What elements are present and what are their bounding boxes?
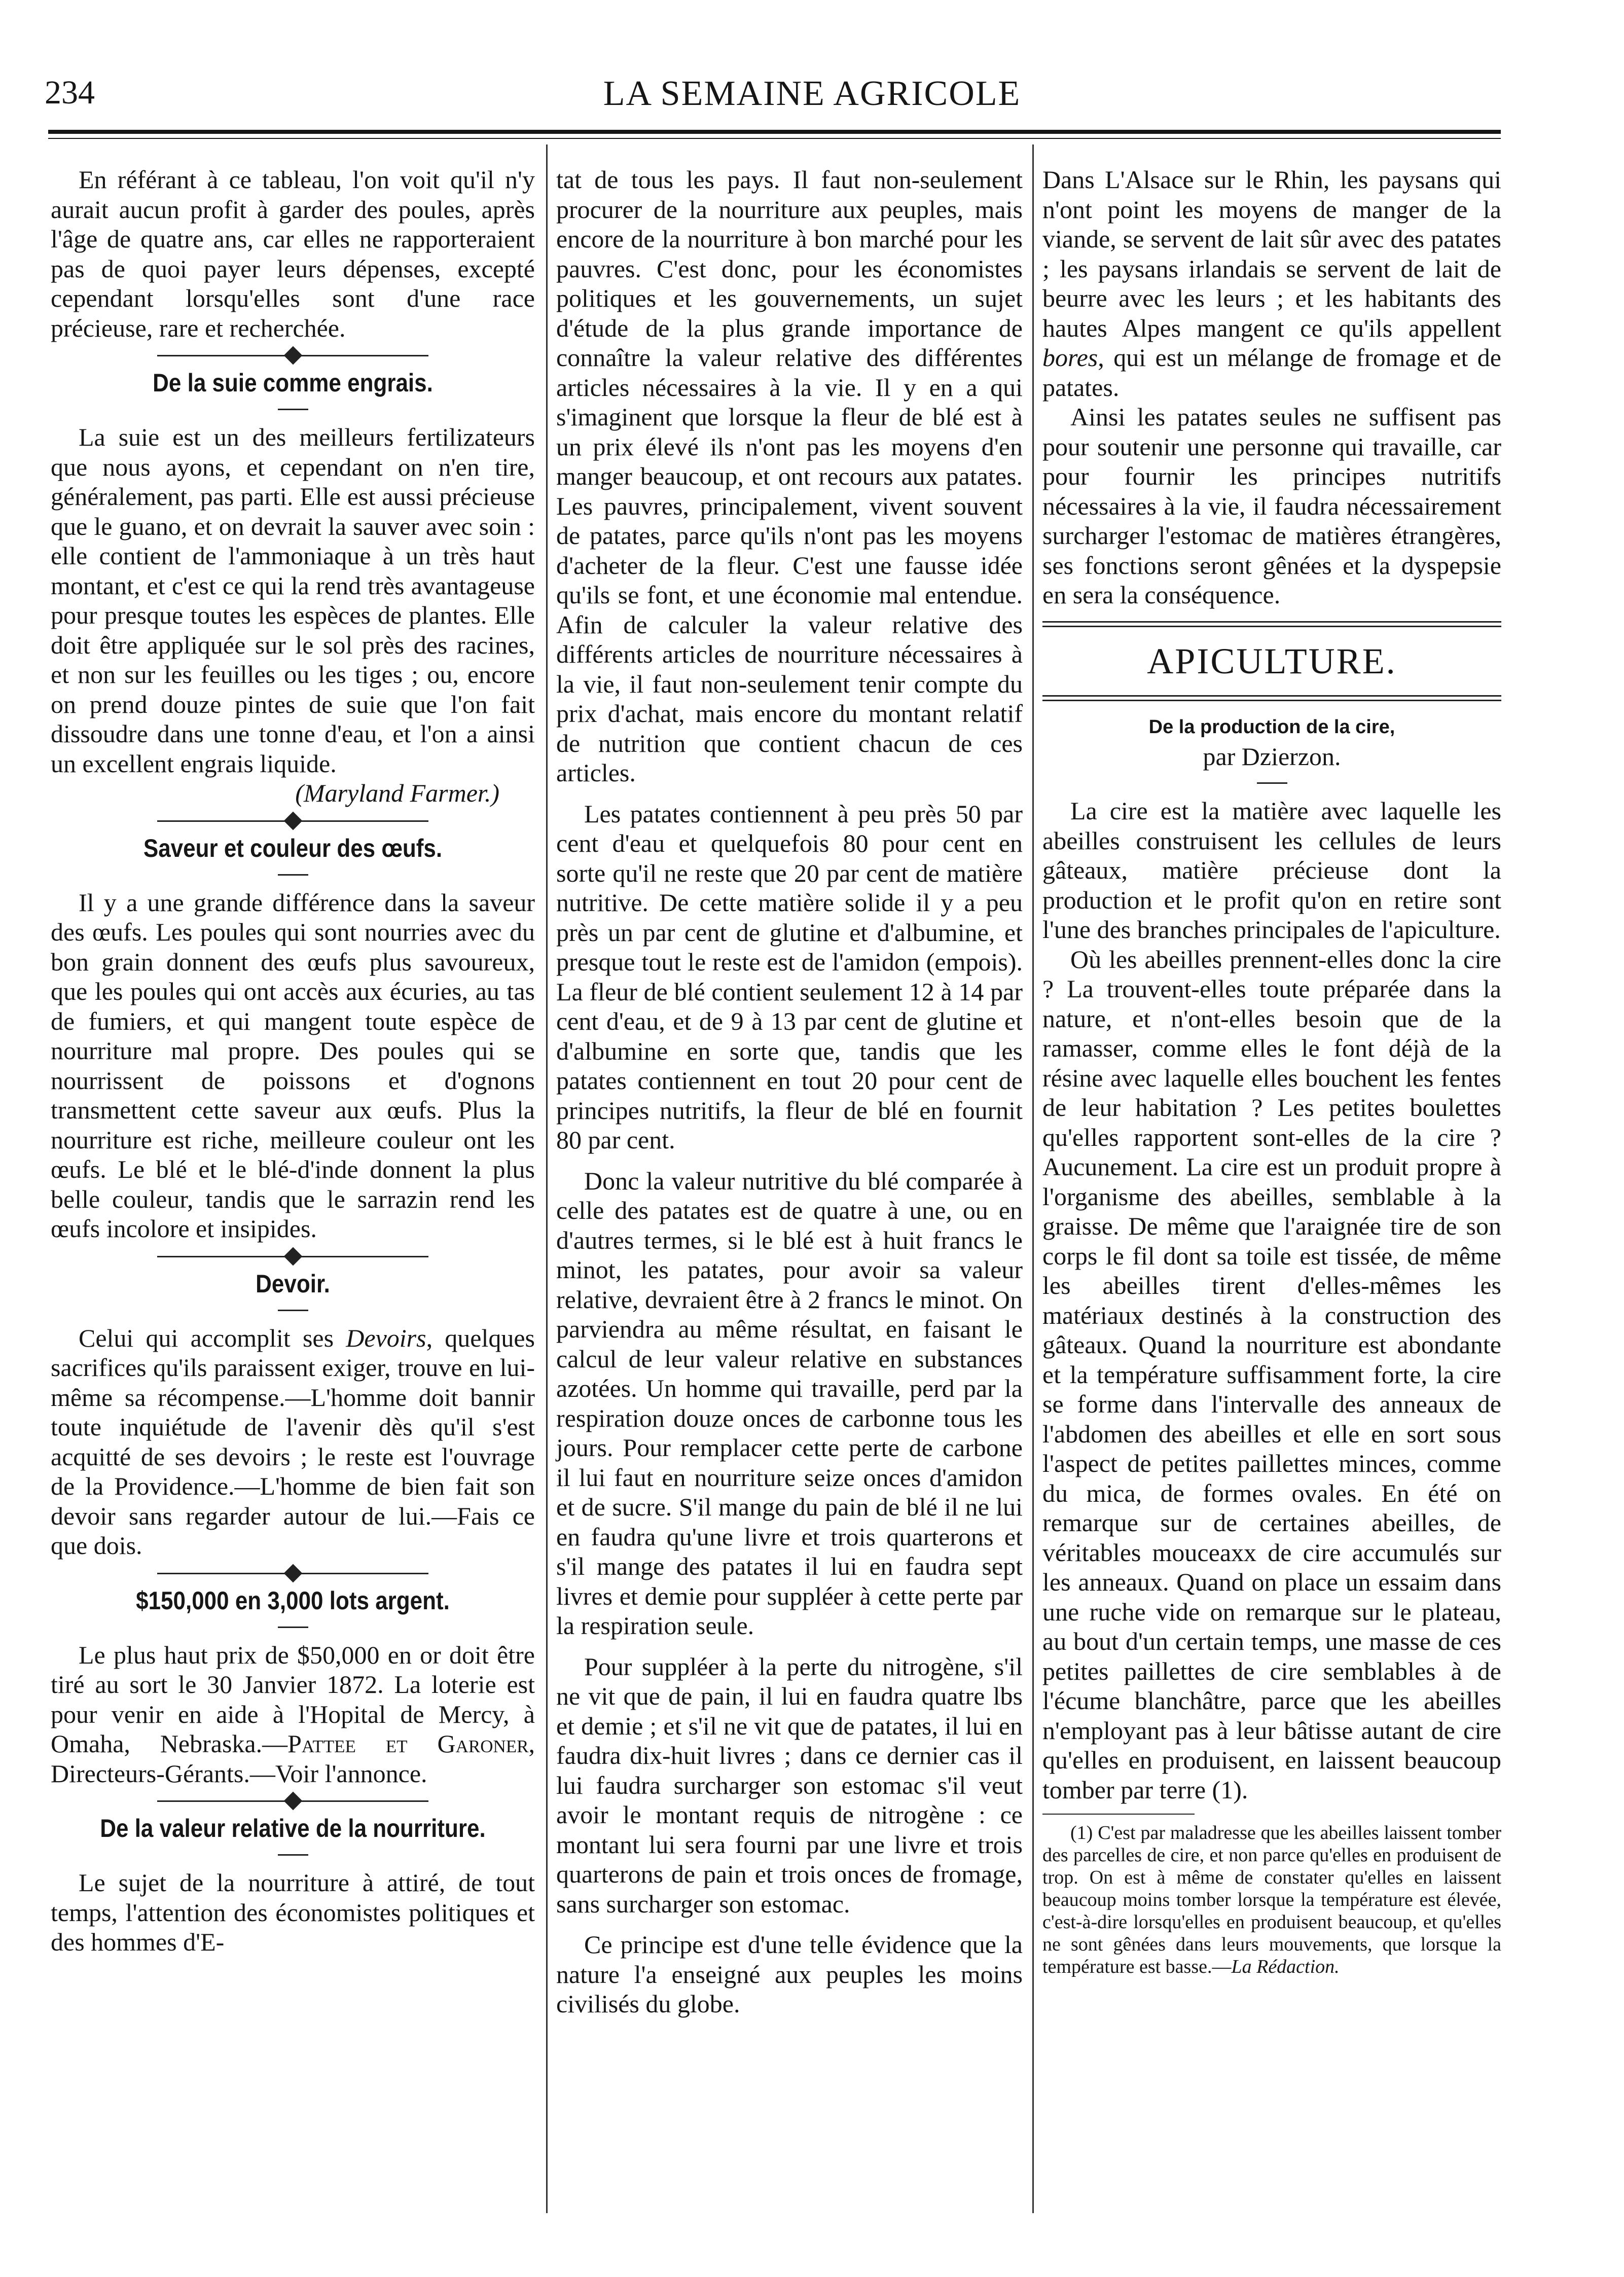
page-number: 234	[45, 74, 95, 111]
footnote: (1) C'est par maladresse que les abeilles laissent tomber des parcelles de cire, et non parce qu'elles en produisent de trop. On est à même de constater qu'elles en laissent beaucoup moins tomber lorsque la température est élevée, c'est-à-dire lorsqu'elles en produisent beaucoup, et qu'elles ne sont gênées dans leurs mouvements, que lorsque la température est basse.—La Rédaction.	[1042, 1822, 1501, 1977]
header-rule-thin	[48, 138, 1501, 139]
paragraph-valeur-nutritive: Donc la valeur nutritive du blé comparée à celle des patates est de quatre à une, ou en d'autres termes, si le blé est à huit francs le minot, les patates, pour avoir sa valeur relative, devraient être à 2 francs le minot. On parviendra au même résultat, en faisant le calcul de leur valeur relative en substances azotées. Un homme qui travaille, perd par la respiration douze onces de carbonne tous les jours. Pour remplacer cette perte de carbone il lui faut en nourriture seize onces d'amidon et de sucre. S'il mange du pain de blé il ne lui en faudra qu'une livre et trois quarterons et s'il mange des patates il lui en faudra sept livres et demie pour suppléer à cette perte par la respiration seule.	[556, 1166, 1023, 1640]
heading-dash	[1257, 782, 1287, 784]
heading-dash	[278, 409, 308, 410]
journal-title: LA SEMAINE AGRICOLE	[603, 74, 1021, 113]
section-ornament	[51, 1561, 535, 1586]
paragraph-principe: Ce principe est d'une telle évidence que la nature l'a enseigné aux peuples les moins civilisés du globe.	[556, 1930, 1023, 2018]
paragraph-continuation: tat de tous les pays. Il faut non-seulement procurer de la nourriture aux peuples, mais encore de la nourriture à bon marché pour les pauvres. C'est donc, pour les économistes politiques et les gouvernements, un sujet d'étude de la plus grande importance de connaître la valeur relative des différentes articles nécessaires à la vie. Il y en a qui s'imaginent que lorsque la fleur de blé est à un prix élevé ils n'ont pas les moyens d'en manger beaucoup, et ont recours aux patates. Les pauvres, principalement, vivent souvent de patates, parce qu'ils n'ont pas les moyens d'acheter de la fleur. C'est une fausse idée qu'ils se font, et une économie mal entendue. Afin de calculer la valeur relative des différents articles de nourriture nécessaires à la vie, il faut non-seulement tenir compte du prix d'achat, mais encore du montant relatif de nutrition que contient chacun de ces articles.	[556, 165, 1023, 787]
paragraph-valeur: Le sujet de la nourriture à attiré, de tout temps, l'attention des économistes politiques et des hommes d'E-	[51, 1868, 535, 1956]
paragraph-poules: En référant à ce tableau, l'on voit qu'il n'y aurait aucun profit à garder des poules, après l'âge de quatre ans, car elles ne rapporteraient pas de quoi payer leurs dépenses, excepté cependant lorsqu'elles sont d'une race précieuse, rare et recherchée.	[51, 165, 535, 342]
heading-cire: De la production de la cire,	[1148, 716, 1395, 738]
paragraph-cire-origine: Où les abeilles prennent-elles donc la cire ? La trouvent-elles toute préparée dans la nature, et n'ont-elles besoin que de la ramasser, comme elles le font déjà de la résine avec laquelle elles bouchent les fentes de leur habitation ? Les petites boulettes qu'elles rapportent sont-elles de la cire ? Aucunement. La cire est un produit propre à l'organisme des abeilles, semblable à la graisse. De même que l'araignée tire de son corps le fil dont sa toile est tissée, de même les abeilles tirent d'elles-mêmes les matériaux destinés à la construction des gâteaux. Quand la nourriture est abondante et la température suffisamment forte, la cire se forme dans l'intervalle des anneaux de l'abdomen des abeilles et elle en sort sous l'aspect de petites paillettes minces, comme du mica, de formes ovales. En été on remarque sur de certaines abeilles, de véritables mouceaxx de cire accumulés sur les anneaux. Quand on place un essaim dans une ruche vide on remarque sur le plateau, au bout d'un certain temps, une masse de ces petites paillettes de cire semblables à de l'écume blanchâtre, parce que les abeilles n'employant pas à leur bâtisse autant de cire qu'elles en produisent, en laissent beaucoup tomber par terre (1).	[1042, 945, 1501, 1804]
heading-valeur: De la valeur relative de la nourriture.	[100, 1814, 486, 1842]
section-ornament	[51, 1244, 535, 1269]
header-rule-thick	[48, 130, 1501, 134]
heading-suie: De la suie comme engrais.	[153, 369, 433, 397]
paragraph-devoir: Celui qui accomplit ses Devoirs, quelques sacrifices qu'ils paraissent exiger, trouve en lui-même sa récompense.—L'homme doit bannir toute inquiétude de l'avenir dès qu'il s'est acquitté de ses devoirs ; le reste est l'ouvrage de la Providence.—L'homme de bien fait son devoir sans regarder autour de lui.—Fais ce que dois.	[51, 1323, 535, 1560]
paragraph-suie: La suie est un des meilleurs fertilizateurs que nous ayons, et cependant on n'en tire, généralement, pas parti. Elle est aussi précieuse que le guano, et on devrait la sauver avec soin : elle contient de l'ammoniaque à un très haut montant, et c'est ce qui la rend très avantageuse pour presque toutes les espèces de plantes. Elle doit être appliquée sur le sol près des racines, et non sur les feuilles ou les tiges ; ou, encore on prend douze pintes de suie que l'on fait dissoudre dans une tonne d'eau, et l'on a ainsi un excellent engrais liquide.	[51, 423, 535, 778]
section-ornament	[51, 808, 535, 834]
heading-dash	[278, 1854, 308, 1856]
section-ornament	[51, 1788, 535, 1814]
heading-dash	[278, 1310, 308, 1311]
column-divider-2	[1032, 144, 1034, 2213]
section-title-apiculture: APICULTURE.	[1147, 640, 1397, 681]
column-3	[1042, 165, 1501, 1978]
paragraph-lots: Le plus haut prix de $50,000 en or doit être tiré au sort le 30 Janvier 1872. La loterie est pour venir en aide à l'Hopital de Mercy, à Omaha, Nebraska.—Pattee et Garoner, Directeurs-Gérants.—Voir l'annonce.	[51, 1640, 535, 1788]
article-byline: par Dzierzon.	[1203, 742, 1341, 771]
heading-dash	[278, 874, 308, 876]
footnote-rule	[1042, 1814, 1195, 1815]
heading-dash	[278, 1627, 308, 1628]
paragraph-alsace: Dans L'Alsace sur le Rhin, les paysans qui n'ont point les moyens de manger de la viande, se servent de lait sûr avec des patates ; les paysans irlandais se servent de lait de beurre avec les leurs ; et les habitants des hautes Alpes mangent ce qu'ils appellent bores, qui est un mélange de fromage et de patates.	[1042, 165, 1501, 402]
heading-lots: $150,000 en 3,000 lots argent.	[136, 1586, 450, 1615]
heading-oeufs: Saveur et couleur des œufs.	[143, 834, 443, 862]
section-ornament	[51, 343, 535, 368]
section-double-rule	[1042, 695, 1501, 701]
column-2	[556, 165, 1023, 2019]
section-double-rule	[1042, 621, 1501, 627]
column-divider-1	[546, 144, 548, 2213]
source-citation: (Maryland Farmer.)	[295, 779, 499, 807]
paragraph-patates: Les patates contiennent à peu près 50 par cent d'eau et quelquefois 80 pour cent en sorte qu'il ne reste que 20 par cent de matière nutritive. De cette matière solide il y a peu près un par cent de glutine et d'albumine, et presque tout le reste est de l'amidon (empois). La fleur de blé contient seulement 12 à 14 par cent d'eau, et de 9 à 13 par cent de glutine et d'albumine en sorte que, tandis que les patates contiennent en tout 20 pour cent de principes nutritifs, la fleur de blé en fournit 80 par cent.	[556, 799, 1023, 1154]
heading-devoir: Devoir.	[256, 1269, 330, 1298]
paragraph-patates-seules: Ainsi les patates seules ne suffisent pas pour soutenir une personne qui travaille, car pour fournir les principes nutritifs nécessaires à la vie, il faudra nécessairement surcharger l'estomac de matières étrangères, ses fonctions seront gênées et la dyspepsie en sera la conséquence.	[1042, 403, 1501, 609]
paragraph-oeufs: Il y a une grande différence dans la saveur des œufs. Les poules qui sont nourries avec du bon grain donnent des œufs plus savoureux, que les poules qui ont accès aux écuries, au tas de fumiers, et qui mangent toute espèce de nourriture mal propre. Des poules qui se nourrissent de poissons et d'ognons transmettent cette saveur aux œufs. Plus la nourriture est riche, meilleure couleur ont les œufs. Le blé et le blé-d'inde donnent la plus belle couleur, tandis que le sarrazin rend les œufs incolore et insipides.	[51, 888, 535, 1243]
paragraph-nitrogene: Pour suppléer à la perte du nitrogène, s'il ne vit que de pain, il lui en faudra quatre lbs et demie ; et s'il ne vit que de patates, il lui en faudra dix-huit livres ; dans ce dernier cas il lui faudra surcharger son estomac s'il veut avoir le montant requis de nitrogène : ce montant lui sera fourni par une livre et trois quarterons de pain et trois onces de fromage, sans surcharger son estomac.	[556, 1652, 1023, 1918]
page-header	[0, 0, 1624, 142]
paragraph-cire-intro: La cire est la matière avec laquelle les abeilles construisent les cellules de leurs gâteaux, matière précieuse dont la production et le profit qu'on en retire sont l'une des branches principales de l'apiculture.	[1042, 797, 1501, 944]
column-1	[51, 165, 535, 1957]
